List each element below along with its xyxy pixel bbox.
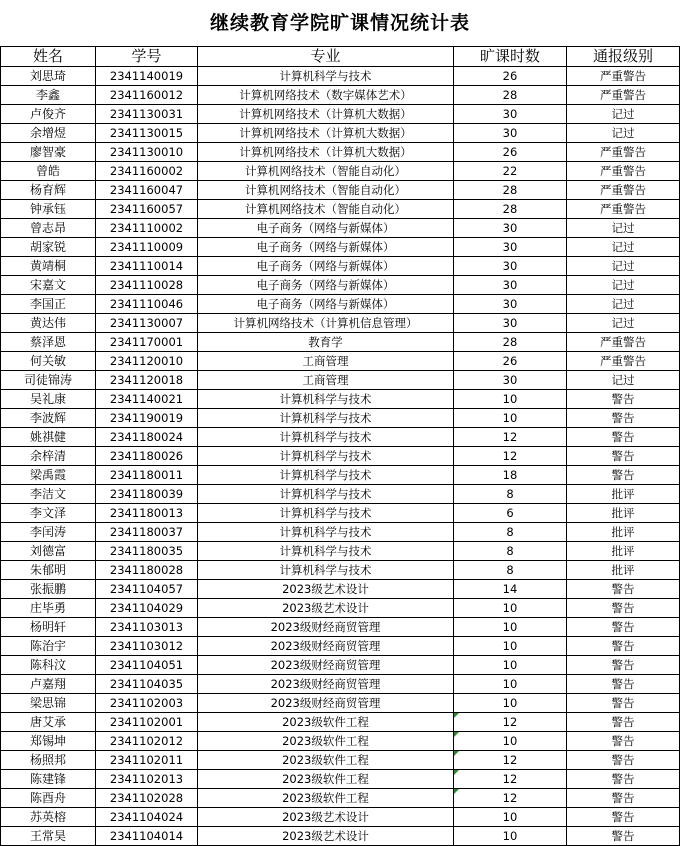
major-cell: 计算机科学与技术 — [198, 466, 454, 485]
table-row — [1, 713, 680, 732]
notice-level-cell: 警告 — [567, 732, 680, 751]
major-cell: 2023级财经商贸管理 — [198, 694, 454, 713]
major-cell: 计算机科学与技术 — [198, 390, 454, 409]
student-id-cell: 2341130010 — [96, 143, 198, 162]
absence-hours-cell: 10 — [454, 808, 567, 827]
absence-hours-cell: 10 — [454, 637, 567, 656]
absence-hours-cell: 12 — [454, 789, 567, 808]
major-cell: 2023级艺术设计 — [198, 580, 454, 599]
major-cell: 2023级软件工程 — [198, 770, 454, 789]
student-id-cell: 2341102001 — [96, 713, 198, 732]
name-cell: 宋嘉文 — [1, 276, 96, 295]
absence-hours-cell: 22 — [454, 162, 567, 181]
absence-hours-cell: 30 — [454, 219, 567, 238]
student-id-cell: 2341102003 — [96, 694, 198, 713]
major-cell: 2023级艺术设计 — [198, 808, 454, 827]
name-cell: 陈科汶 — [1, 656, 96, 675]
student-id-cell: 2341160047 — [96, 181, 198, 200]
name-cell: 曾志昂 — [1, 219, 96, 238]
major-cell: 计算机科学与技术 — [198, 447, 454, 466]
table-row — [1, 466, 680, 485]
name-cell: 胡家锐 — [1, 238, 96, 257]
major-cell: 2023级软件工程 — [198, 751, 454, 770]
major-cell: 计算机网络技术（数字媒体艺术） — [198, 86, 454, 105]
major-cell: 计算机网络技术（计算机大数据） — [198, 124, 454, 143]
absence-table — [0, 46, 680, 846]
major-cell: 计算机科学与技术 — [198, 504, 454, 523]
table-row — [1, 124, 680, 143]
notice-level-cell: 警告 — [567, 827, 680, 846]
major-cell: 2023级财经商贸管理 — [198, 675, 454, 694]
name-cell: 司徒锦涛 — [1, 371, 96, 390]
notice-level-cell: 警告 — [567, 599, 680, 618]
absence-hours-cell: 8 — [454, 485, 567, 504]
table-row — [1, 67, 680, 86]
table-row — [1, 219, 680, 238]
name-cell: 吴礼康 — [1, 390, 96, 409]
name-cell: 李文泽 — [1, 504, 96, 523]
name-cell: 陈酉舟 — [1, 789, 96, 808]
notice-level-cell: 记过 — [567, 124, 680, 143]
table-row — [1, 200, 680, 219]
notice-level-cell: 批评 — [567, 542, 680, 561]
name-cell: 李鑫 — [1, 86, 96, 105]
major-cell: 2023级软件工程 — [198, 789, 454, 808]
table-row — [1, 371, 680, 390]
major-cell: 计算机科学与技术 — [198, 523, 454, 542]
student-id-cell: 2341180028 — [96, 561, 198, 580]
absence-hours-cell: 6 — [454, 504, 567, 523]
table-body — [1, 67, 680, 846]
major-cell: 2023级财经商贸管理 — [198, 656, 454, 675]
major-cell: 电子商务（网络与新媒体） — [198, 219, 454, 238]
absence-hours-cell: 10 — [454, 618, 567, 637]
table-row — [1, 333, 680, 352]
notice-level-cell: 警告 — [567, 751, 680, 770]
table-row — [1, 694, 680, 713]
table-row — [1, 827, 680, 846]
name-cell: 廖智豪 — [1, 143, 96, 162]
name-cell: 黄达伟 — [1, 314, 96, 333]
notice-level-cell: 警告 — [567, 694, 680, 713]
absence-hours-cell: 12 — [454, 447, 567, 466]
absence-hours-cell: 10 — [454, 694, 567, 713]
student-id-cell: 2341190019 — [96, 409, 198, 428]
notice-level-cell: 记过 — [567, 276, 680, 295]
major-cell: 2023级软件工程 — [198, 732, 454, 751]
major-cell: 计算机科学与技术 — [198, 67, 454, 86]
name-cell: 黄靖桐 — [1, 257, 96, 276]
table-row — [1, 276, 680, 295]
major-cell: 计算机科学与技术 — [198, 485, 454, 504]
absence-hours-cell: 8 — [454, 542, 567, 561]
notice-level-cell: 记过 — [567, 238, 680, 257]
student-id-cell: 2341120018 — [96, 371, 198, 390]
student-id-cell: 2341110028 — [96, 276, 198, 295]
table-row — [1, 162, 680, 181]
notice-level-cell: 严重警告 — [567, 86, 680, 105]
major-cell: 计算机网络技术（计算机信息管理） — [198, 314, 454, 333]
header-notice-level: 通报级别 — [567, 47, 680, 67]
name-cell: 张振鹏 — [1, 580, 96, 599]
table-row — [1, 86, 680, 105]
table-row — [1, 409, 680, 428]
notice-level-cell: 警告 — [567, 789, 680, 808]
notice-level-cell: 警告 — [567, 390, 680, 409]
major-cell: 计算机网络技术（智能自动化） — [198, 162, 454, 181]
major-cell: 工商管理 — [198, 352, 454, 371]
student-id-cell: 2341180035 — [96, 542, 198, 561]
notice-level-cell: 警告 — [567, 580, 680, 599]
table-row — [1, 105, 680, 124]
absence-hours-cell: 12 — [454, 713, 567, 732]
absence-hours-cell: 10 — [454, 409, 567, 428]
name-cell: 庄毕勇 — [1, 599, 96, 618]
table-row — [1, 675, 680, 694]
name-cell: 刘思琦 — [1, 67, 96, 86]
notice-level-cell: 记过 — [567, 257, 680, 276]
name-cell: 李波辉 — [1, 409, 96, 428]
absence-hours-cell: 30 — [454, 105, 567, 124]
name-cell: 李国正 — [1, 295, 96, 314]
absence-hours-cell: 28 — [454, 333, 567, 352]
name-cell: 卢嘉翔 — [1, 675, 96, 694]
student-id-cell: 2341170001 — [96, 333, 198, 352]
notice-level-cell: 批评 — [567, 561, 680, 580]
notice-level-cell: 警告 — [567, 409, 680, 428]
student-id-cell: 2341180011 — [96, 466, 198, 485]
student-id-cell: 2341180037 — [96, 523, 198, 542]
student-id-cell: 2341120010 — [96, 352, 198, 371]
major-cell: 电子商务（网络与新媒体） — [198, 295, 454, 314]
major-cell: 计算机网络技术（计算机大数据） — [198, 143, 454, 162]
notice-level-cell: 警告 — [567, 808, 680, 827]
absence-hours-cell: 12 — [454, 770, 567, 789]
major-cell: 工商管理 — [198, 371, 454, 390]
absence-hours-cell: 10 — [454, 732, 567, 751]
name-cell: 杨照邦 — [1, 751, 96, 770]
major-cell: 计算机网络技术（智能自动化） — [198, 181, 454, 200]
table-row — [1, 295, 680, 314]
major-cell: 教育学 — [198, 333, 454, 352]
major-cell: 2023级软件工程 — [198, 713, 454, 732]
header-major: 专业 — [198, 47, 454, 67]
student-id-cell: 2341102012 — [96, 732, 198, 751]
major-cell: 2023级财经商贸管理 — [198, 618, 454, 637]
name-cell: 杨明轩 — [1, 618, 96, 637]
absence-hours-cell: 26 — [454, 67, 567, 86]
student-id-cell: 2341104014 — [96, 827, 198, 846]
absence-hours-cell: 10 — [454, 827, 567, 846]
absence-hours-cell: 12 — [454, 751, 567, 770]
notice-level-cell: 警告 — [567, 637, 680, 656]
student-id-cell: 2341110002 — [96, 219, 198, 238]
table-row — [1, 542, 680, 561]
name-cell: 陈建锋 — [1, 770, 96, 789]
absence-hours-cell: 30 — [454, 295, 567, 314]
name-cell: 刘德富 — [1, 542, 96, 561]
student-id-cell: 2341104035 — [96, 675, 198, 694]
absence-hours-cell: 28 — [454, 181, 567, 200]
notice-level-cell: 批评 — [567, 523, 680, 542]
student-id-cell: 2341160002 — [96, 162, 198, 181]
table-row — [1, 428, 680, 447]
table-row — [1, 238, 680, 257]
name-cell: 苏英榕 — [1, 808, 96, 827]
notice-level-cell: 警告 — [567, 466, 680, 485]
name-cell: 姚祺健 — [1, 428, 96, 447]
absence-hours-cell: 30 — [454, 257, 567, 276]
absence-hours-cell: 26 — [454, 352, 567, 371]
student-id-cell: 2341130007 — [96, 314, 198, 333]
notice-level-cell: 记过 — [567, 295, 680, 314]
notice-level-cell: 严重警告 — [567, 162, 680, 181]
table-header-row — [1, 47, 680, 67]
table-row — [1, 808, 680, 827]
notice-level-cell: 记过 — [567, 219, 680, 238]
header-name: 姓名 — [1, 47, 96, 67]
table-row — [1, 789, 680, 808]
name-cell: 唐艾承 — [1, 713, 96, 732]
absence-hours-cell: 30 — [454, 371, 567, 390]
student-id-cell: 2341130015 — [96, 124, 198, 143]
notice-level-cell: 严重警告 — [567, 67, 680, 86]
student-id-cell: 2341140019 — [96, 67, 198, 86]
table-row — [1, 447, 680, 466]
student-id-cell: 2341110014 — [96, 257, 198, 276]
student-id-cell: 2341180013 — [96, 504, 198, 523]
major-cell: 计算机科学与技术 — [198, 409, 454, 428]
major-cell: 计算机网络技术（计算机大数据） — [198, 105, 454, 124]
major-cell: 2023级财经商贸管理 — [198, 637, 454, 656]
name-cell: 蔡泽恩 — [1, 333, 96, 352]
table-row — [1, 523, 680, 542]
name-cell: 杨育辉 — [1, 181, 96, 200]
notice-level-cell: 警告 — [567, 447, 680, 466]
table-row — [1, 656, 680, 675]
absence-hours-cell: 10 — [454, 390, 567, 409]
student-id-cell: 2341160012 — [96, 86, 198, 105]
student-id-cell: 2341180026 — [96, 447, 198, 466]
notice-level-cell: 警告 — [567, 656, 680, 675]
name-cell: 李闰涛 — [1, 523, 96, 542]
major-cell: 计算机科学与技术 — [198, 428, 454, 447]
table-row — [1, 314, 680, 333]
notice-level-cell: 记过 — [567, 314, 680, 333]
major-cell: 计算机科学与技术 — [198, 542, 454, 561]
notice-level-cell: 批评 — [567, 504, 680, 523]
table-row — [1, 504, 680, 523]
table-row — [1, 485, 680, 504]
name-cell: 朱郁明 — [1, 561, 96, 580]
student-id-cell: 2341180039 — [96, 485, 198, 504]
student-id-cell: 2341102028 — [96, 789, 198, 808]
table-row — [1, 770, 680, 789]
absence-hours-cell: 10 — [454, 675, 567, 694]
page-title: 继续教育学院旷课情况统计表 — [209, 12, 470, 34]
absence-hours-cell: 30 — [454, 314, 567, 333]
absence-hours-cell: 26 — [454, 143, 567, 162]
student-id-cell: 2341130031 — [96, 105, 198, 124]
notice-level-cell: 警告 — [567, 428, 680, 447]
name-cell: 王常昊 — [1, 827, 96, 846]
student-id-cell: 2341110009 — [96, 238, 198, 257]
absence-hours-cell: 14 — [454, 580, 567, 599]
notice-level-cell: 严重警告 — [567, 333, 680, 352]
table-row — [1, 599, 680, 618]
notice-level-cell: 警告 — [567, 713, 680, 732]
student-id-cell: 2341180024 — [96, 428, 198, 447]
absence-hours-cell: 12 — [454, 428, 567, 447]
name-cell: 郑锡坤 — [1, 732, 96, 751]
notice-level-cell: 严重警告 — [567, 181, 680, 200]
name-cell: 梁禹霞 — [1, 466, 96, 485]
table-row — [1, 143, 680, 162]
major-cell: 计算机网络技术（智能自动化） — [198, 200, 454, 219]
absence-hours-cell: 18 — [454, 466, 567, 485]
table-row — [1, 618, 680, 637]
student-id-cell: 2341104029 — [96, 599, 198, 618]
notice-level-cell: 严重警告 — [567, 143, 680, 162]
name-cell: 曾皓 — [1, 162, 96, 181]
absence-hours-cell: 28 — [454, 200, 567, 219]
table-row — [1, 732, 680, 751]
table-row — [1, 637, 680, 656]
major-cell: 电子商务（网络与新媒体） — [198, 238, 454, 257]
notice-level-cell: 警告 — [567, 618, 680, 637]
student-id-cell: 2341102013 — [96, 770, 198, 789]
major-cell: 电子商务（网络与新媒体） — [198, 276, 454, 295]
absence-hours-cell: 10 — [454, 599, 567, 618]
header-student-id: 学号 — [96, 47, 198, 67]
name-cell: 卢俊齐 — [1, 105, 96, 124]
name-cell: 何关敏 — [1, 352, 96, 371]
header-absence-hours: 旷课时数 — [454, 47, 567, 67]
student-id-cell: 2341103012 — [96, 637, 198, 656]
student-id-cell: 2341140021 — [96, 390, 198, 409]
table-row — [1, 561, 680, 580]
major-cell: 2023级艺术设计 — [198, 599, 454, 618]
notice-level-cell: 记过 — [567, 105, 680, 124]
major-cell: 计算机科学与技术 — [198, 561, 454, 580]
student-id-cell: 2341104024 — [96, 808, 198, 827]
table-row — [1, 580, 680, 599]
table-row — [1, 257, 680, 276]
name-cell: 钟承钰 — [1, 200, 96, 219]
student-id-cell: 2341103013 — [96, 618, 198, 637]
absence-hours-cell: 8 — [454, 561, 567, 580]
table-row — [1, 181, 680, 200]
table-row — [1, 390, 680, 409]
name-cell: 余增煜 — [1, 124, 96, 143]
absence-hours-cell: 8 — [454, 523, 567, 542]
name-cell: 梁思锦 — [1, 694, 96, 713]
student-id-cell: 2341160057 — [96, 200, 198, 219]
absence-hours-cell: 30 — [454, 124, 567, 143]
name-cell: 李洁文 — [1, 485, 96, 504]
student-id-cell: 2341104057 — [96, 580, 198, 599]
notice-level-cell: 严重警告 — [567, 352, 680, 371]
absence-hours-cell: 10 — [454, 656, 567, 675]
major-cell: 电子商务（网络与新媒体） — [198, 257, 454, 276]
name-cell: 陈治宇 — [1, 637, 96, 656]
absence-hours-cell: 30 — [454, 276, 567, 295]
major-cell: 2023级艺术设计 — [198, 827, 454, 846]
name-cell: 余梓清 — [1, 447, 96, 466]
student-id-cell: 2341102011 — [96, 751, 198, 770]
student-id-cell: 2341110046 — [96, 295, 198, 314]
table-row — [1, 751, 680, 770]
notice-level-cell: 严重警告 — [567, 200, 680, 219]
table-row — [1, 352, 680, 371]
notice-level-cell: 警告 — [567, 675, 680, 694]
absence-hours-cell: 30 — [454, 238, 567, 257]
notice-level-cell: 批评 — [567, 485, 680, 504]
student-id-cell: 2341104051 — [96, 656, 198, 675]
notice-level-cell: 记过 — [567, 371, 680, 390]
absence-hours-cell: 28 — [454, 86, 567, 105]
notice-level-cell: 警告 — [567, 770, 680, 789]
